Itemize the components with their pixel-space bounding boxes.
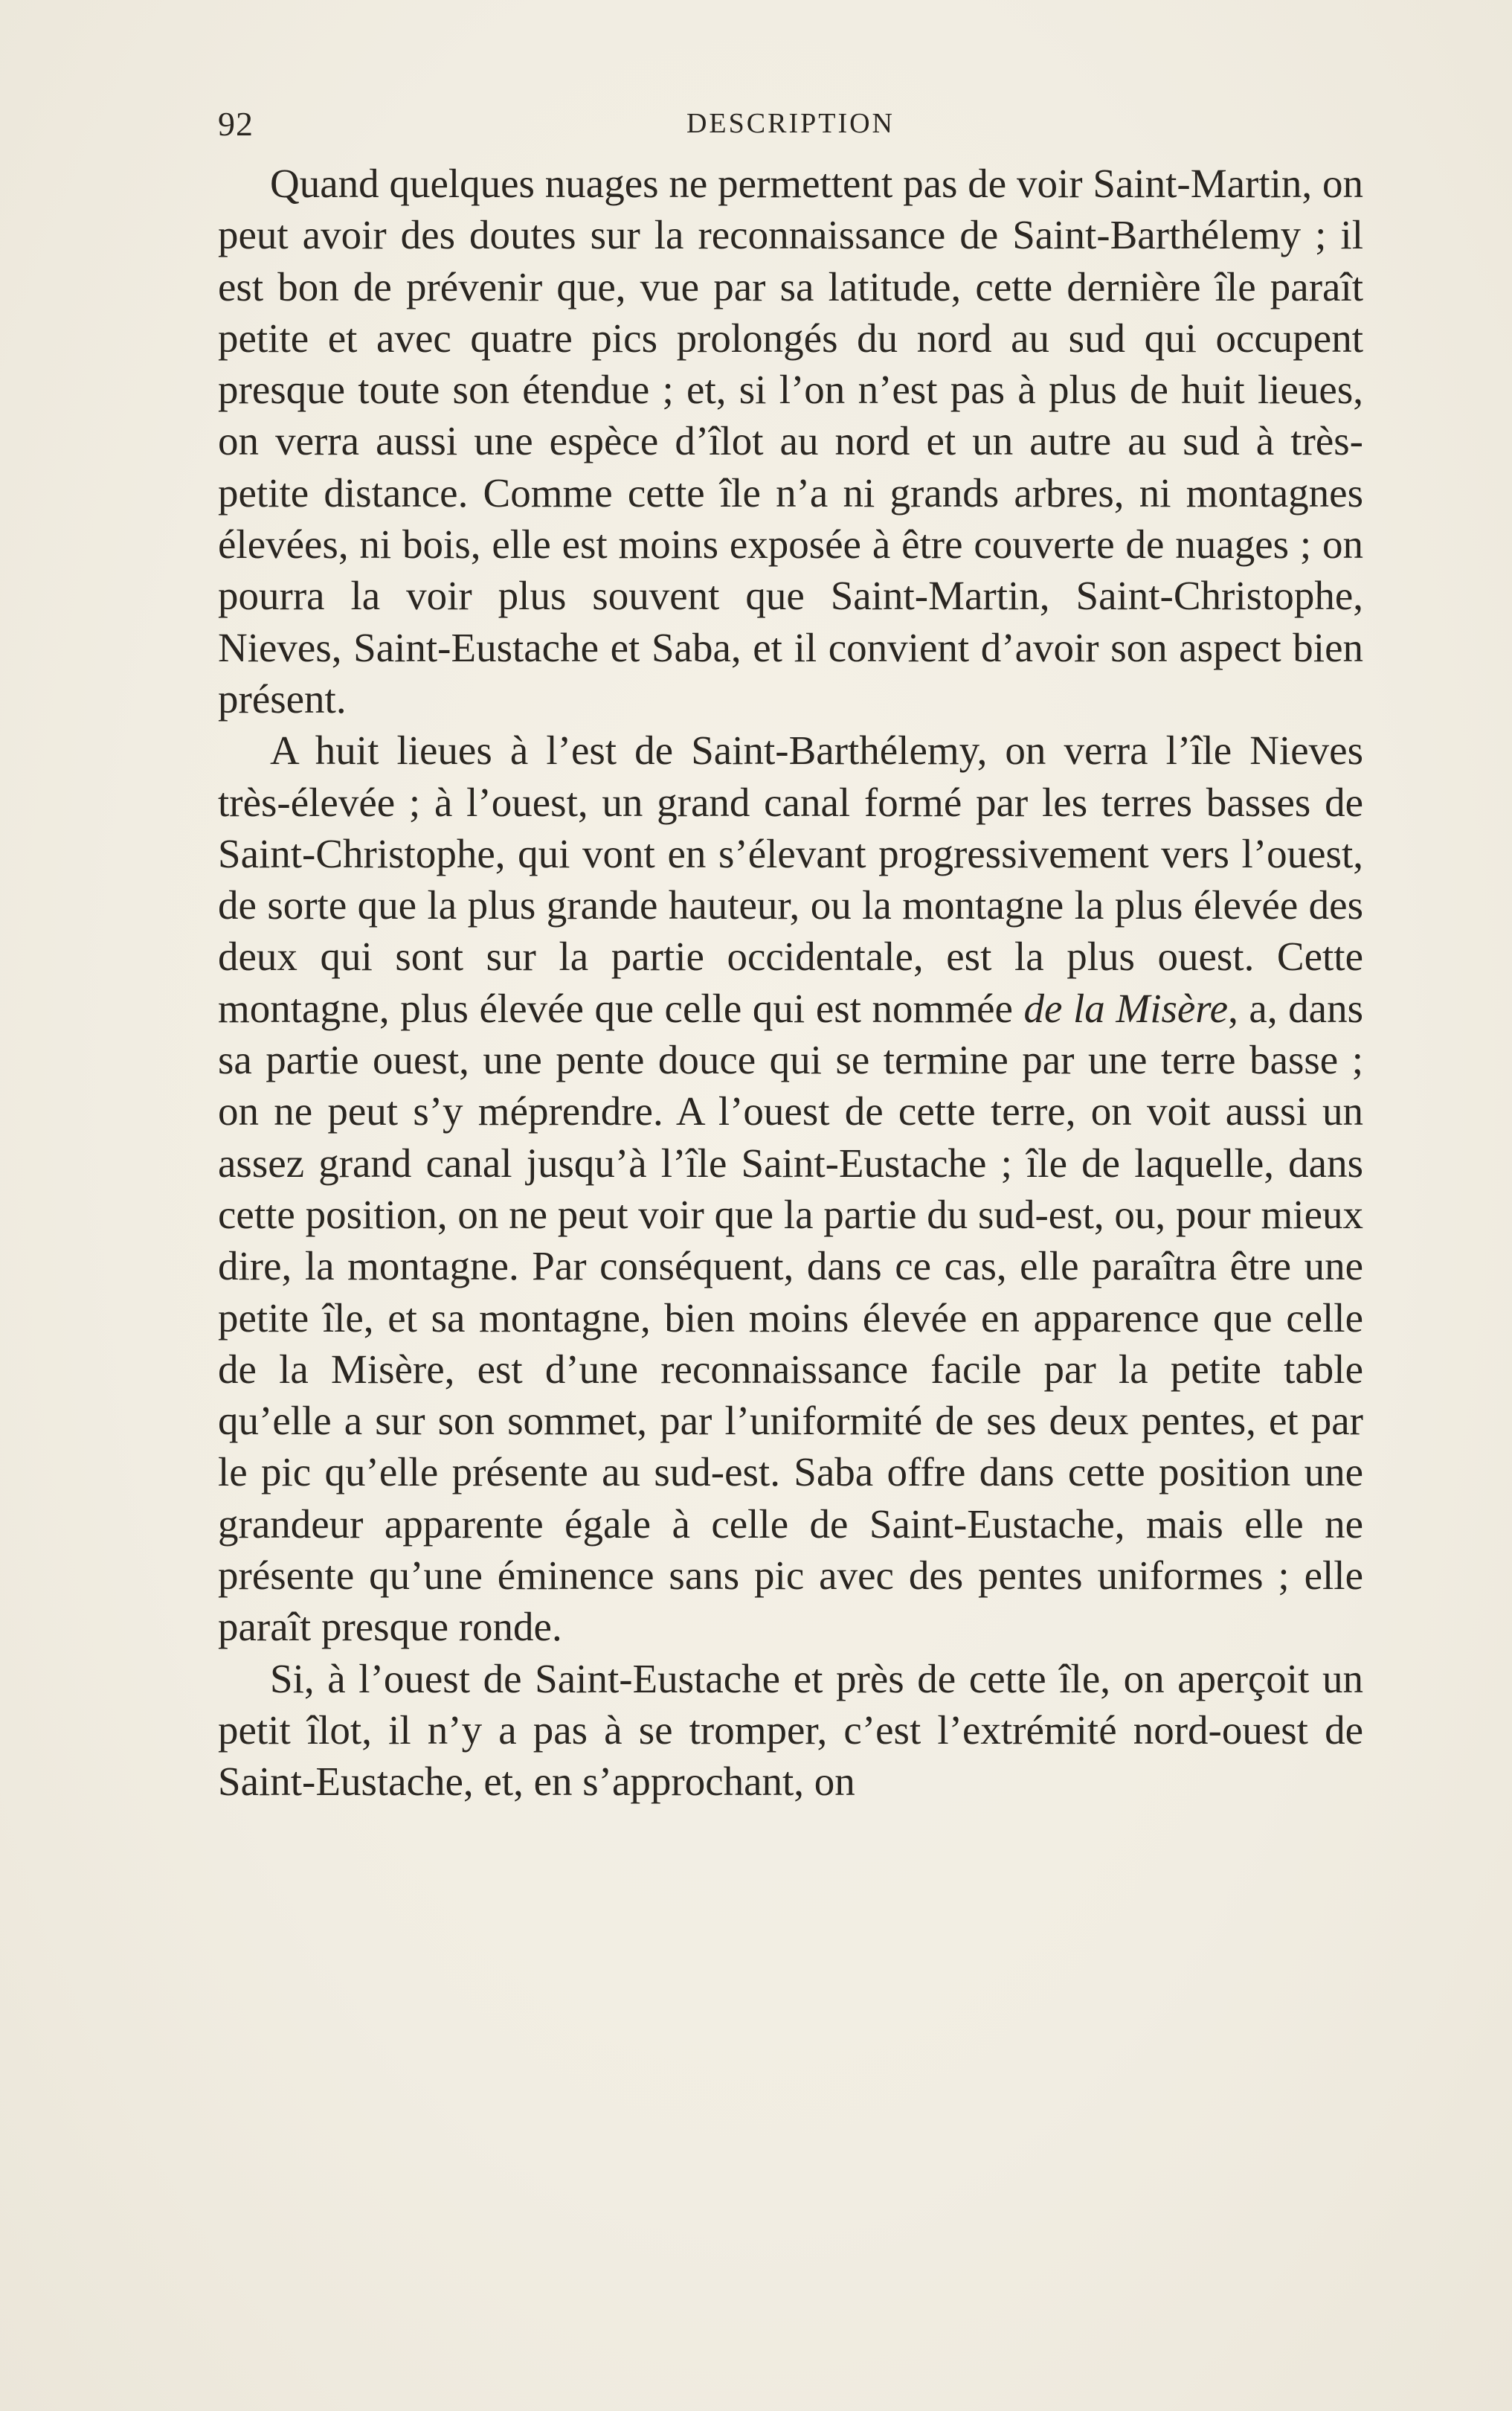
italic-place-name: de la Misère xyxy=(1023,985,1229,1031)
running-head: DESCRIPTION xyxy=(686,108,895,139)
paragraph-1 xyxy=(218,158,1363,725)
page-number: 92 xyxy=(218,105,254,143)
paragraph-2-text-part-2: , a, dans sa partie ouest, une pente douce qui se termine par une terre basse ; on ne peut s’y méprendre. A l’ouest de cette terre, on voit aussi un assez grand canal jusqu’à l’île Saint-Eustache ; île de laquelle, dans cette position, on ne peut voir que la partie du sud-est, ou, pour mieux dire, la montagne. Par conséquent, dans ce cas, elle paraîtra être une petite île, et sa montagne, bien moins élevée en apparence que celle de la Misère, est d’une reconnaissance facile par la petite table qu’elle a sur son sommet, par l’uniformité de ses deux pentes, et par le pic qu’elle présente au sud-est. Saba offre dans cette position une grandeur apparente égale à celle de Saint-Eustache, mais elle ne présente qu’une éminence sans pic avec des pentes uniformes ; elle paraît presque ronde. xyxy=(218,985,1363,1650)
body-text xyxy=(218,158,1363,1808)
paragraph-3 xyxy=(218,1653,1363,1808)
page-header xyxy=(218,104,1363,149)
paragraph-1-text: Quand quelques nuages ne permettent pas de voir Saint-Martin, on peut avoir des doutes sur la reconnaissance de Saint-Barthélemy ; il est bon de prévenir que, vue par sa latitude, cette dernière île paraît petite et avec quatre pics prolongés du nord au sud qui occupent presque toute son étendue ; et, si l’on n’est pas à plus de huit lieues, on verra aussi une espèce d’îlot au nord et un autre au sud à très-petite distance. Comme cette île n’a ni grands arbres, ni montagnes élevées, ni bois, elle est moins exposée à être couverte de nuages ; on pourra la voir plus souvent que Saint-Martin, Saint-Christophe, Nieves, Saint-Eustache et Saba, et il convient d’avoir son aspect bien présent. xyxy=(218,161,1363,722)
paragraph-3-text: Si, à l’ouest de Saint-Eustache et près de cette île, on aperçoit un petit îlot, il n’y a pas à se tromper, c’est l’extrémité nord-ouest de Saint-Eustache, et, en s’approchant, on xyxy=(218,1655,1363,1805)
paragraph-2 xyxy=(218,725,1363,1652)
paragraph-2-text-part-1: A huit lieues à l’est de Saint-Barthélemy, on verra l’île Nieves très-élevée ; à l’ouest, un grand canal formé par les terres basses de Saint-Christophe, qui vont en s’élevant progressivement vers l’ouest, de sorte que la plus grande hauteur, ou la montagne la plus élevée des deux qui sont sur la partie occidentale, est la plus ouest. Cette montagne, plus élevée que celle qui est nommée xyxy=(218,728,1363,1031)
